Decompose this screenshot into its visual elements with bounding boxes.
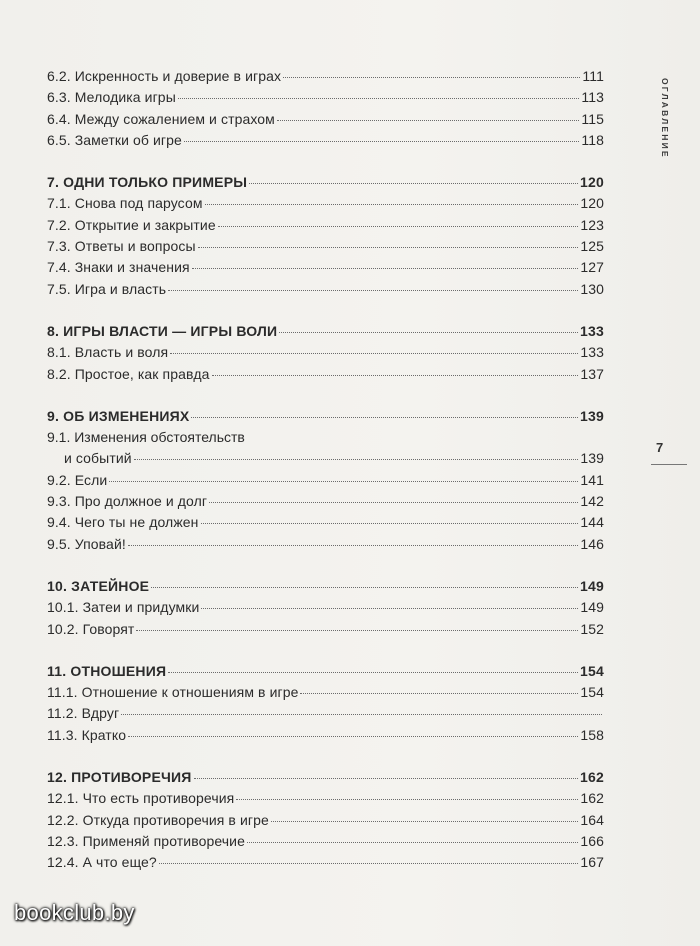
toc-entry[interactable] xyxy=(47,236,604,257)
toc-entry[interactable] xyxy=(47,810,604,831)
toc-chapter-title: 12. ПРОТИВОРЕЧИЯ xyxy=(47,769,192,786)
toc-chapter-title: 10. ЗАТЕЙНОЕ xyxy=(47,577,150,594)
toc-chapter-page: 154 xyxy=(580,662,604,679)
page-number-rule xyxy=(651,464,687,465)
toc-entry[interactable] xyxy=(47,470,604,491)
toc-entry[interactable] xyxy=(47,193,604,214)
toc-entry[interactable] xyxy=(47,831,604,852)
toc-entry-page: 118 xyxy=(581,131,604,148)
toc-entry-title: 9.2. Если xyxy=(47,471,108,488)
toc-entry-title: 9.3. Про должное и долг xyxy=(47,493,208,510)
toc-leader xyxy=(271,821,578,822)
toc-leader xyxy=(134,459,579,460)
toc-entry[interactable] xyxy=(47,788,604,809)
toc-entry-page: 146 xyxy=(580,535,604,552)
table-of-contents xyxy=(47,66,604,895)
toc-leader xyxy=(277,120,579,121)
toc-chapter-title: 7. ОДНИ ТОЛЬКО ПРИМЕРЫ xyxy=(47,174,248,191)
toc-leader xyxy=(218,226,579,227)
toc-entry-multiline[interactable] xyxy=(47,427,604,470)
toc-entry-title: 10.1. Затеи и придумки xyxy=(47,599,200,616)
toc-entry-title: 6.4. Между сожалением и страхом xyxy=(47,110,275,127)
toc-section-11 xyxy=(47,661,604,746)
toc-entry[interactable] xyxy=(47,87,604,108)
toc-leader xyxy=(205,204,579,205)
toc-entry[interactable] xyxy=(47,491,604,512)
side-margin xyxy=(637,0,697,946)
toc-chapter-title: 11. ОТНОШЕНИЯ xyxy=(47,662,167,679)
toc-entry-title: 9.5. Уповай! xyxy=(47,535,126,552)
toc-entry-title: 11.2. Вдруг xyxy=(47,705,120,722)
toc-chapter-heading[interactable] xyxy=(47,767,604,788)
toc-chapter-page: 120 xyxy=(580,174,604,191)
toc-chapter-page: 162 xyxy=(580,769,604,786)
toc-entry-title: 10.2. Говорят xyxy=(47,620,135,637)
toc-entry-title: 7.4. Знаки и значения xyxy=(47,259,190,276)
toc-entry[interactable] xyxy=(47,597,604,618)
toc-entry[interactable] xyxy=(47,619,604,640)
toc-chapter-title: 8. ИГРЫ ВЛАСТИ — ИГРЫ ВОЛИ xyxy=(47,322,278,339)
toc-entry-page: 123 xyxy=(580,216,604,233)
toc-entry[interactable] xyxy=(47,215,604,236)
toc-entry[interactable] xyxy=(47,703,604,724)
toc-entry-title: 7.5. Игра и власть xyxy=(47,280,167,297)
toc-entry-title-cont: и событий xyxy=(64,450,132,467)
toc-entry-page: 127 xyxy=(580,259,604,276)
toc-section-8 xyxy=(47,321,604,385)
toc-entry[interactable] xyxy=(47,682,604,703)
toc-entry-page: 158 xyxy=(580,726,604,743)
toc-entry-title: 9.1. Изменения обстоятельств xyxy=(47,429,245,446)
toc-entry-title: 8.1. Власть и воля xyxy=(47,344,169,361)
page-number: 7 xyxy=(656,440,664,455)
toc-chapter-heading[interactable] xyxy=(47,172,604,193)
toc-leader xyxy=(170,353,578,354)
toc-entry-page: 144 xyxy=(580,514,604,531)
toc-entry-title: 6.3. Мелодика игры xyxy=(47,89,176,106)
toc-entry[interactable] xyxy=(47,342,604,363)
toc-entry-title: 12.1. Что есть противоречия xyxy=(47,790,235,807)
toc-entry-page: 120 xyxy=(580,195,604,212)
toc-leader xyxy=(184,141,580,142)
running-head-title: ОГЛАВЛЕНИЕ xyxy=(660,78,670,159)
toc-section-6 xyxy=(47,66,604,151)
toc-leader xyxy=(128,545,578,546)
toc-leader xyxy=(300,693,578,694)
toc-entry-title: 6.5. Заметки об игре xyxy=(47,131,182,148)
toc-chapter-page: 149 xyxy=(580,577,604,594)
toc-entry-page: 111 xyxy=(582,68,604,84)
toc-leader xyxy=(168,290,578,291)
toc-entry-page: 152 xyxy=(580,620,604,637)
toc-entry-title: 8.2. Простое, как правда xyxy=(47,365,210,382)
toc-entry-page: 154 xyxy=(580,684,604,701)
toc-entry[interactable] xyxy=(47,852,604,873)
toc-entry-title: 7.1. Снова под парусом xyxy=(47,195,203,212)
toc-entry-title: 12.2. Откуда противоречия в игре xyxy=(47,811,269,828)
toc-section-9 xyxy=(47,406,604,555)
toc-entry-page: 113 xyxy=(581,89,604,106)
toc-section-10 xyxy=(47,576,604,640)
toc-entry-page: 130 xyxy=(580,280,604,297)
toc-leader xyxy=(247,842,578,843)
toc-leader xyxy=(121,714,602,715)
toc-leader xyxy=(201,523,579,524)
toc-leader xyxy=(136,630,578,631)
toc-entry-page: 162 xyxy=(580,790,604,807)
toc-entry[interactable] xyxy=(47,109,604,130)
toc-leader xyxy=(194,778,578,779)
toc-leader xyxy=(151,587,578,588)
toc-leader xyxy=(249,183,578,184)
toc-entry-page: 137 xyxy=(580,365,604,382)
toc-entry-page: 139 xyxy=(580,450,604,467)
toc-entry-continuation xyxy=(47,448,604,469)
toc-leader xyxy=(168,672,578,673)
toc-entry-page: 164 xyxy=(580,811,604,828)
toc-leader xyxy=(178,98,580,99)
toc-leader xyxy=(283,77,580,78)
toc-entry-page: 133 xyxy=(580,344,604,361)
toc-entry-page: 167 xyxy=(580,854,604,871)
toc-leader xyxy=(192,268,579,269)
toc-leader xyxy=(128,736,578,737)
toc-entry[interactable] xyxy=(47,364,604,385)
toc-entry-page: 166 xyxy=(580,832,604,849)
toc-entry-title: 7.2. Открытие и закрытие xyxy=(47,216,216,233)
toc-chapter-heading[interactable] xyxy=(47,576,604,597)
toc-chapter-page: 133 xyxy=(580,322,604,339)
toc-entry-title: 7.3. Ответы и вопросы xyxy=(47,238,196,255)
toc-chapter-page: 139 xyxy=(580,407,604,424)
toc-entry-page: 115 xyxy=(581,110,604,127)
toc-chapter-heading[interactable] xyxy=(47,321,604,342)
toc-entry-title: 12.4. А что еще? xyxy=(47,854,157,871)
toc-entry-title: 11.3. Кратко xyxy=(47,726,127,743)
toc-entry[interactable] xyxy=(47,130,604,151)
toc-leader xyxy=(212,375,579,376)
toc-entry-title: 9.4. Чего ты не должен xyxy=(47,514,199,531)
toc-chapter-heading[interactable] xyxy=(47,661,604,682)
watermark: bookclub.by xyxy=(14,900,135,925)
toc-leader xyxy=(109,481,578,482)
toc-section-12 xyxy=(47,767,604,873)
toc-entry-title: 6.2. Искренность и доверие в играх xyxy=(47,68,282,84)
toc-entry[interactable] xyxy=(47,512,604,533)
toc-entry-page: 141 xyxy=(580,471,604,488)
toc-entry-title: 11.1. Отношение к отношениям в игре xyxy=(47,684,299,701)
toc-leader xyxy=(198,247,579,248)
toc-section-7 xyxy=(47,172,604,300)
toc-entry[interactable] xyxy=(47,279,604,300)
toc-entry[interactable] xyxy=(47,534,604,555)
toc-chapter-heading[interactable] xyxy=(47,406,604,427)
toc-chapter-title: 9. ОБ ИЗМЕНЕНИЯХ xyxy=(47,407,190,424)
toc-entry[interactable] xyxy=(47,725,604,746)
toc-leader xyxy=(159,863,579,864)
toc-entry[interactable] xyxy=(47,257,604,278)
toc-leader xyxy=(236,799,578,800)
toc-leader xyxy=(191,417,578,418)
toc-entry-page: 125 xyxy=(580,238,604,255)
toc-leader xyxy=(209,502,578,503)
toc-entry-title: 12.3. Применяй противоречие xyxy=(47,832,245,849)
toc-entry[interactable] xyxy=(47,66,604,87)
toc-leader xyxy=(201,608,578,609)
toc-entry-page: 142 xyxy=(580,493,604,510)
toc-entry-page: 149 xyxy=(580,599,604,616)
toc-leader xyxy=(279,332,578,333)
